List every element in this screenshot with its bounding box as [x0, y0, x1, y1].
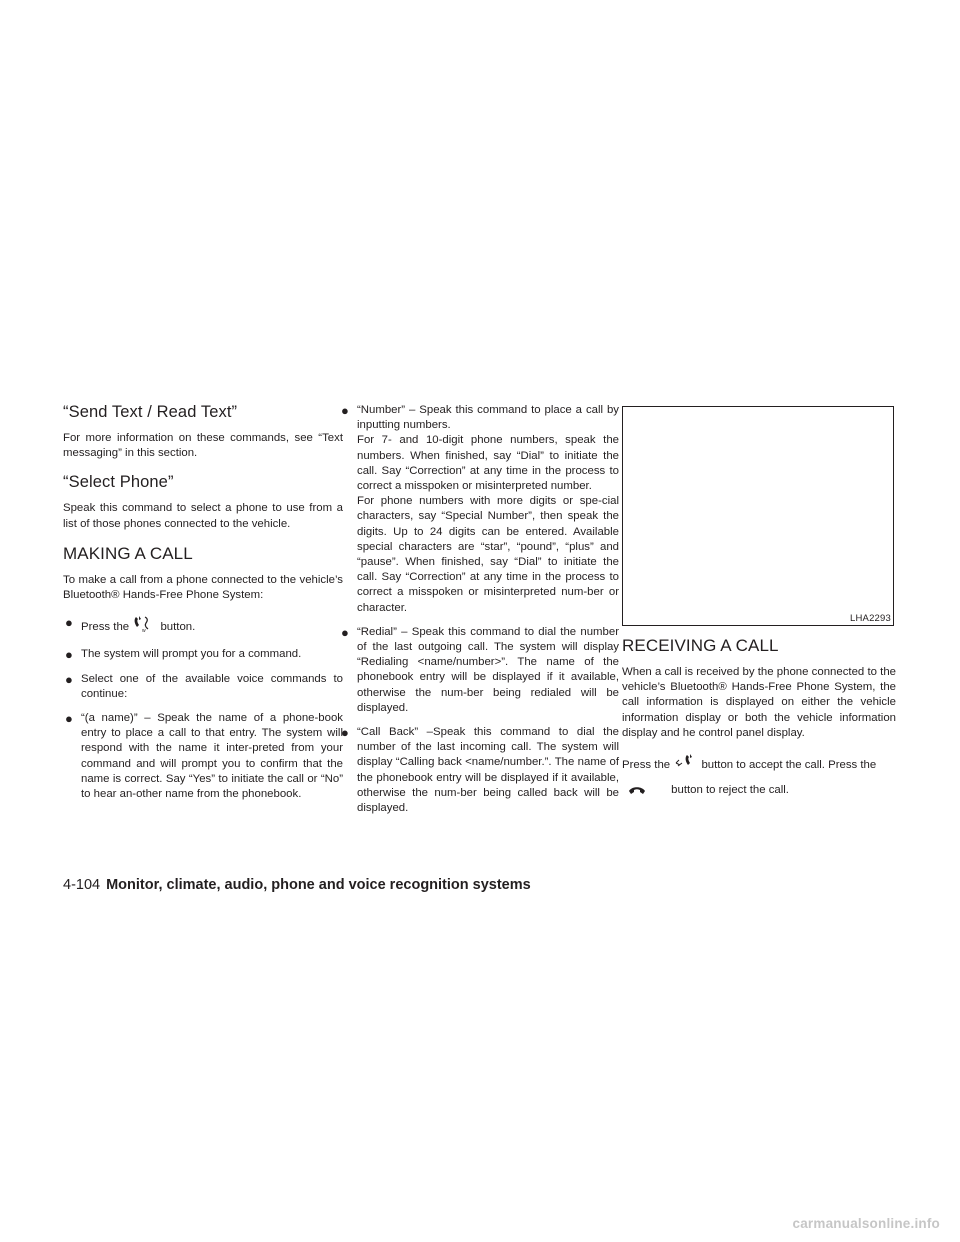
paragraph-receiving: When a call is received by the phone connected to the vehicle’s Bluetooth® Hands-Free Phone System, the call information is displayed on either the vehicle information display or both the vehicle information display and he control panel display.: [622, 666, 896, 739]
list-item: ● “Call Back” –Speak this command to dial the number of the last incoming call. The system will display “Calling back <name/number.”. The name of the phonebook entry will be displayed if it available, otherwise the num-ber being called back will be displayed.: [341, 725, 619, 815]
page-footer: [63, 877, 531, 893]
list-item: ● The system will prompt you for a command.: [65, 647, 302, 663]
press-the-text: Press the: [81, 621, 130, 634]
paragraph-making-a-call: To make a call from a phone connected to the vehicle’s Bluetooth® Hands-Free Phone System:: [63, 573, 343, 602]
bullet: ●: [341, 725, 349, 741]
bullet: ●: [65, 711, 73, 727]
bullet: ●: [65, 615, 73, 631]
bullet: ●: [65, 671, 73, 687]
list-item: ● Select one of the available voice commands to continue:: [65, 671, 343, 700]
figure-code: LHA2293: [849, 613, 891, 624]
list-item: ● “Redial” – Speak this command to dial the number of the last outgoing call. The system will display “Redialing <name/number>”. The name of the phonebook entry will be displayed if it available, otherwise the num-ber being redialed will be displayed.: [341, 624, 619, 714]
paragraph-send-text: For more information on these commands, see “Text messaging” in this section.: [63, 432, 343, 460]
paragraph-accept-reject: Press the button to accept the call. Press the button to reject the call.: [622, 753, 896, 804]
talk-phone-icon: [133, 615, 153, 638]
heading-select-phone: “Select Phone”: [63, 473, 174, 492]
page-number: 4-104: [63, 877, 101, 893]
right-column: [622, 636, 896, 816]
phone-accept-icon: [674, 753, 694, 779]
heading-receiving-a-call: RECEIVING A CALL: [622, 636, 779, 655]
left-column: [63, 403, 343, 811]
paragraph-select-phone: Speak this command to select a phone to use from a list of those phones connected to the vehicle.: [63, 502, 343, 530]
watermark: carmanualsonline.info: [792, 1216, 940, 1231]
button-text: button.: [160, 621, 196, 634]
middle-column: [339, 403, 619, 825]
phone-reject-icon: [628, 782, 646, 804]
bullet: ●: [65, 647, 73, 663]
figure-frame: [622, 406, 894, 626]
bullet: ●: [341, 624, 349, 640]
svg-text:w: w: [142, 628, 146, 634]
list-item: ● “(a name)” – Speak the name of a phone-book entry to place a call to that entry. The system will respond with the name it inter-preted from your command and will prompt you to confirm that the name is correct. Say “Yes” to initiate the call or “No” to hear an-other name from the phonebook.: [65, 711, 343, 801]
list-item: ● “Number” – Speak this command to place a call by inputting numbers. For 7- and 10-digit phone numbers, speak the numbers. When finished, say “Dial” to initiate the call. Say “Correction” at any time in the process to correct a misspoken or misinterpreted number. For phone numbers with more digits or spe-cial characters, say “Special Number”, then speak the digits. Up to 24 digits can be entered. Available special characters are “star”, “pound”, “plus” and “pause”. When finished, say “Dial” to initiate the call. Say “Correction” at any time in the process to correct a misspoken or misinterpreted num-ber or character.: [341, 403, 619, 614]
bullet: ●: [341, 403, 349, 418]
heading-send-text: “Send Text / Read Text”: [63, 403, 238, 421]
section-title: Monitor, climate, audio, phone and voice recognition systems: [106, 877, 531, 893]
heading-making-a-call: MAKING A CALL: [63, 543, 193, 563]
list-item: [63, 615, 343, 638]
